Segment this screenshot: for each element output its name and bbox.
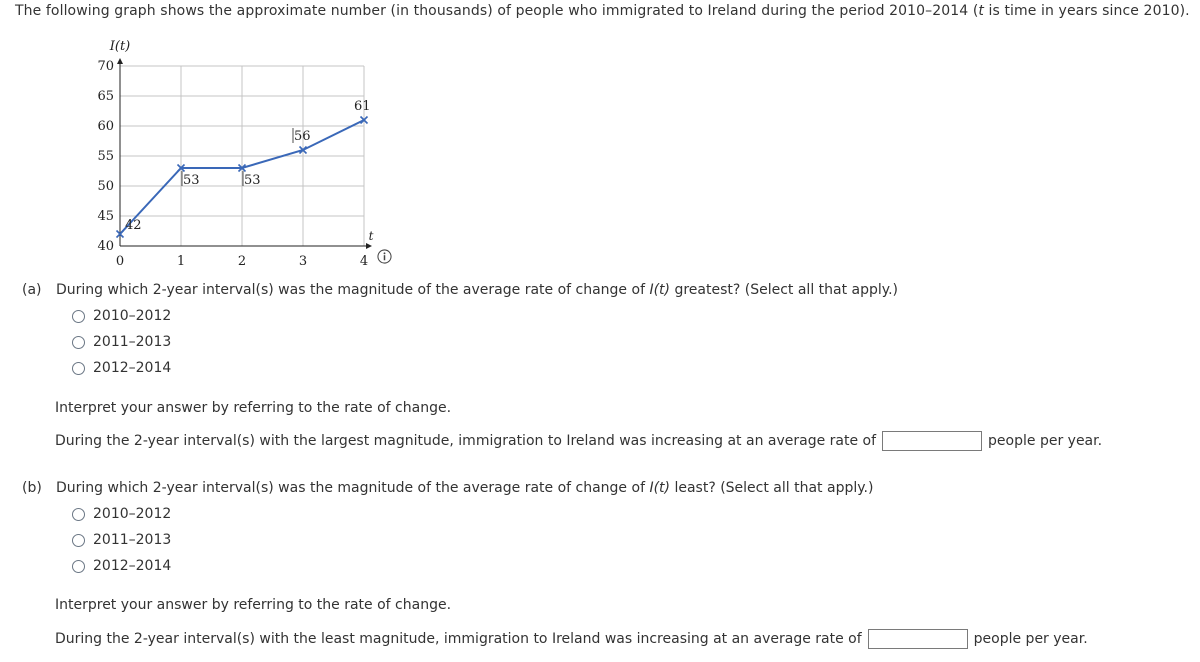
x-axis-label: t — [368, 229, 374, 243]
option-b-2[interactable] — [72, 531, 171, 549]
question-a-prefix: During which 2-year interval(s) was the magnitude of the average rate of change of — [56, 282, 650, 298]
answer-b-prefix: During the 2-year interval(s) with the least magnitude, immigration to Ireland was increasing at an average rate of — [55, 631, 862, 647]
y-tick-label: 60 — [97, 119, 114, 134]
intro-prefix: The following graph shows the approximate number (in thousands) of people who immigrated to Ireland during the period 2010–2014 ( — [15, 3, 979, 19]
answer-a-prefix: During the 2-year interval(s) with the largest magnitude, immigration to Ireland was increasing at an average rate of — [55, 433, 877, 449]
answer-row-a — [55, 430, 1102, 452]
data-label: 56 — [294, 129, 311, 144]
option-b-1-label: 2010–2012 — [93, 506, 172, 522]
question-b-label: (b) — [22, 480, 42, 496]
option-b-3-label: 2012–2014 — [93, 558, 172, 574]
y-axis-label: I(t) — [109, 39, 131, 54]
option-a-1[interactable] — [72, 307, 171, 325]
question-b-suffix: least? (Select all that apply.) — [670, 480, 874, 496]
immigration-chart — [80, 36, 410, 272]
question-b-prefix: During which 2-year interval(s) was the magnitude of the average rate of change of — [56, 480, 650, 496]
question-a-function: I(t) — [649, 282, 670, 298]
x-tick-label: 4 — [359, 254, 369, 269]
intro-suffix: is time in years since 2010). — [983, 3, 1190, 19]
option-b-1[interactable] — [72, 505, 171, 523]
answer-a-suffix: people per year. — [988, 433, 1103, 449]
option-a-3[interactable] — [72, 359, 171, 377]
data-label: 61 — [354, 99, 371, 114]
question-a — [22, 282, 898, 298]
checkbox-a-2[interactable] — [72, 336, 85, 349]
answer-row-b — [55, 628, 1088, 650]
checkbox-a-1[interactable] — [72, 310, 85, 323]
y-tick-label: 55 — [97, 149, 114, 164]
checkbox-b-1[interactable] — [72, 508, 85, 521]
question-a-suffix: greatest? (Select all that apply.) — [670, 282, 898, 298]
x-tick-label: 3 — [298, 254, 308, 269]
question-b — [22, 480, 873, 496]
checkbox-a-3[interactable] — [72, 362, 85, 375]
chart-root — [97, 39, 373, 269]
y-tick-label: 45 — [97, 209, 114, 224]
question-a-label: (a) — [22, 282, 42, 298]
data-label: 53 — [244, 173, 261, 188]
y-tick-label: 40 — [97, 239, 114, 254]
y-axis-arrow — [117, 58, 123, 64]
answer-b-suffix: people per year. — [973, 631, 1088, 647]
x-axis-arrow — [366, 243, 372, 249]
x-tick-label: 0 — [115, 254, 125, 269]
data-label: 42 — [125, 218, 142, 233]
x-tick-label: 1 — [176, 254, 186, 269]
option-a-2[interactable] — [72, 333, 171, 351]
question-b-function: I(t) — [649, 480, 670, 496]
info-circle-icon[interactable] — [377, 249, 392, 264]
answer-a-input[interactable] — [882, 431, 982, 451]
option-b-2-label: 2011–2013 — [93, 532, 172, 548]
x-tick-label: 2 — [237, 254, 247, 269]
y-tick-label: 70 — [97, 59, 114, 74]
y-tick-label: 50 — [97, 179, 114, 194]
checkbox-b-2[interactable] — [72, 534, 85, 547]
option-a-3-label: 2012–2014 — [93, 360, 172, 376]
interpret-b: Interpret your answer by referring to the rate of change. — [55, 597, 452, 613]
option-a-1-label: 2010–2012 — [93, 308, 172, 324]
option-a-2-label: 2011–2013 — [93, 334, 172, 350]
data-label: 53 — [183, 173, 200, 188]
intro-t-variable: t — [978, 3, 984, 19]
y-tick-label: 65 — [97, 89, 114, 104]
option-b-3[interactable] — [72, 557, 171, 575]
intro-text — [15, 3, 1190, 19]
answer-b-input[interactable] — [868, 629, 968, 649]
interpret-a: Interpret your answer by referring to the rate of change. — [55, 400, 452, 416]
checkbox-b-3[interactable] — [72, 560, 85, 573]
